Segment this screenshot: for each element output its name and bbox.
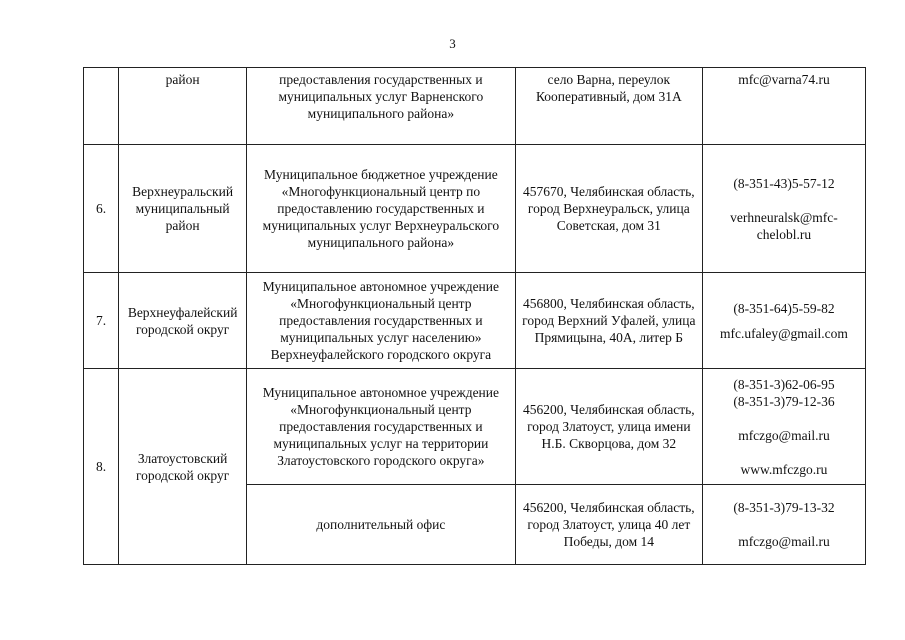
row-number xyxy=(84,68,119,145)
district-cell: Златоустовский городской округ xyxy=(119,369,247,565)
spacer xyxy=(707,192,861,209)
email-text: mfc.ufaley@gmail.com xyxy=(720,325,848,341)
spacer xyxy=(707,516,861,533)
mfc-table xyxy=(83,67,866,565)
contacts-cell xyxy=(702,68,865,145)
table-row xyxy=(84,369,866,485)
row-number: 8. xyxy=(84,369,119,565)
district-cell: Верхнеуральский муниципальный район xyxy=(119,145,247,273)
table-row xyxy=(84,145,866,273)
phone-text: (8-351-64)5-59-82 xyxy=(733,300,835,316)
phone-text: (8-351-3)62-06-95 xyxy=(733,376,835,392)
phone-text: (8-351-43)5-57-12 xyxy=(733,175,835,191)
table-row xyxy=(84,273,866,369)
email-text: mfczgo@mail.ru xyxy=(738,534,830,549)
row-number: 7. xyxy=(84,273,119,369)
website-text: www.mfczgo.ru xyxy=(740,461,828,477)
spacer xyxy=(707,444,861,461)
address-cell: 457670, Челябинская область, город Верхнеуральск, улица Советская, дом 31 xyxy=(515,145,702,273)
table-row xyxy=(84,68,866,145)
contacts-cell xyxy=(702,145,865,273)
page-number: 3 xyxy=(449,36,456,51)
email-text: mfc@varna74.ru xyxy=(738,72,830,87)
contacts-cell xyxy=(702,485,865,565)
organization-cell: Муниципальное автономное учреждение «Многофункциональный центр предоставления государственных и муниципальных услуг населению» Верхнеуфалейского городского округа xyxy=(247,273,516,369)
row-number: 6. xyxy=(84,145,119,273)
address-cell: 456200, Челябинская область, город Златоуст, улица 40 лет Победы, дом 14 xyxy=(515,485,702,565)
contacts-cell xyxy=(702,369,865,485)
organization-cell: Муниципальное автономное учреждение «Многофункциональный центр предоставления государственных и муниципальных услуг на территории Златоустовского городского округа» xyxy=(247,369,516,485)
spacer xyxy=(707,410,861,427)
address-cell: село Варна, переулок Кооперативный, дом 31А xyxy=(515,68,702,145)
email-text: mfczgo@mail.ru xyxy=(738,427,830,443)
phone-text: (8-351-3)79-12-36 xyxy=(733,393,835,409)
organization-cell: Муниципальное бюджетное учреждение «Многофункциональный центр по предоставлению государственных и муниципальных услуг Верхнеуральского муниципального района» xyxy=(247,145,516,273)
organization-cell: дополнительный офис xyxy=(247,485,516,565)
address-cell: 456200, Челябинская область, город Златоуст, улица имени Н.Б. Скворцова, дом 32 xyxy=(515,369,702,485)
email-text: verhneuralsk@mfc-chelobl.ru xyxy=(730,209,838,242)
district-cell: Верхнеуфалейский городской округ xyxy=(119,273,247,369)
spacer xyxy=(707,317,861,325)
phone-text: (8-351-3)79-13-32 xyxy=(733,500,835,515)
contacts-cell xyxy=(702,273,865,369)
organization-cell: предоставления государственных и муниципальных услуг Варненского муниципального района» xyxy=(247,68,516,145)
district-cell: район xyxy=(119,68,247,145)
address-cell: 456800, Челябинская область, город Верхний Уфалей, улица Прямицына, 40А, литер Б xyxy=(515,273,702,369)
